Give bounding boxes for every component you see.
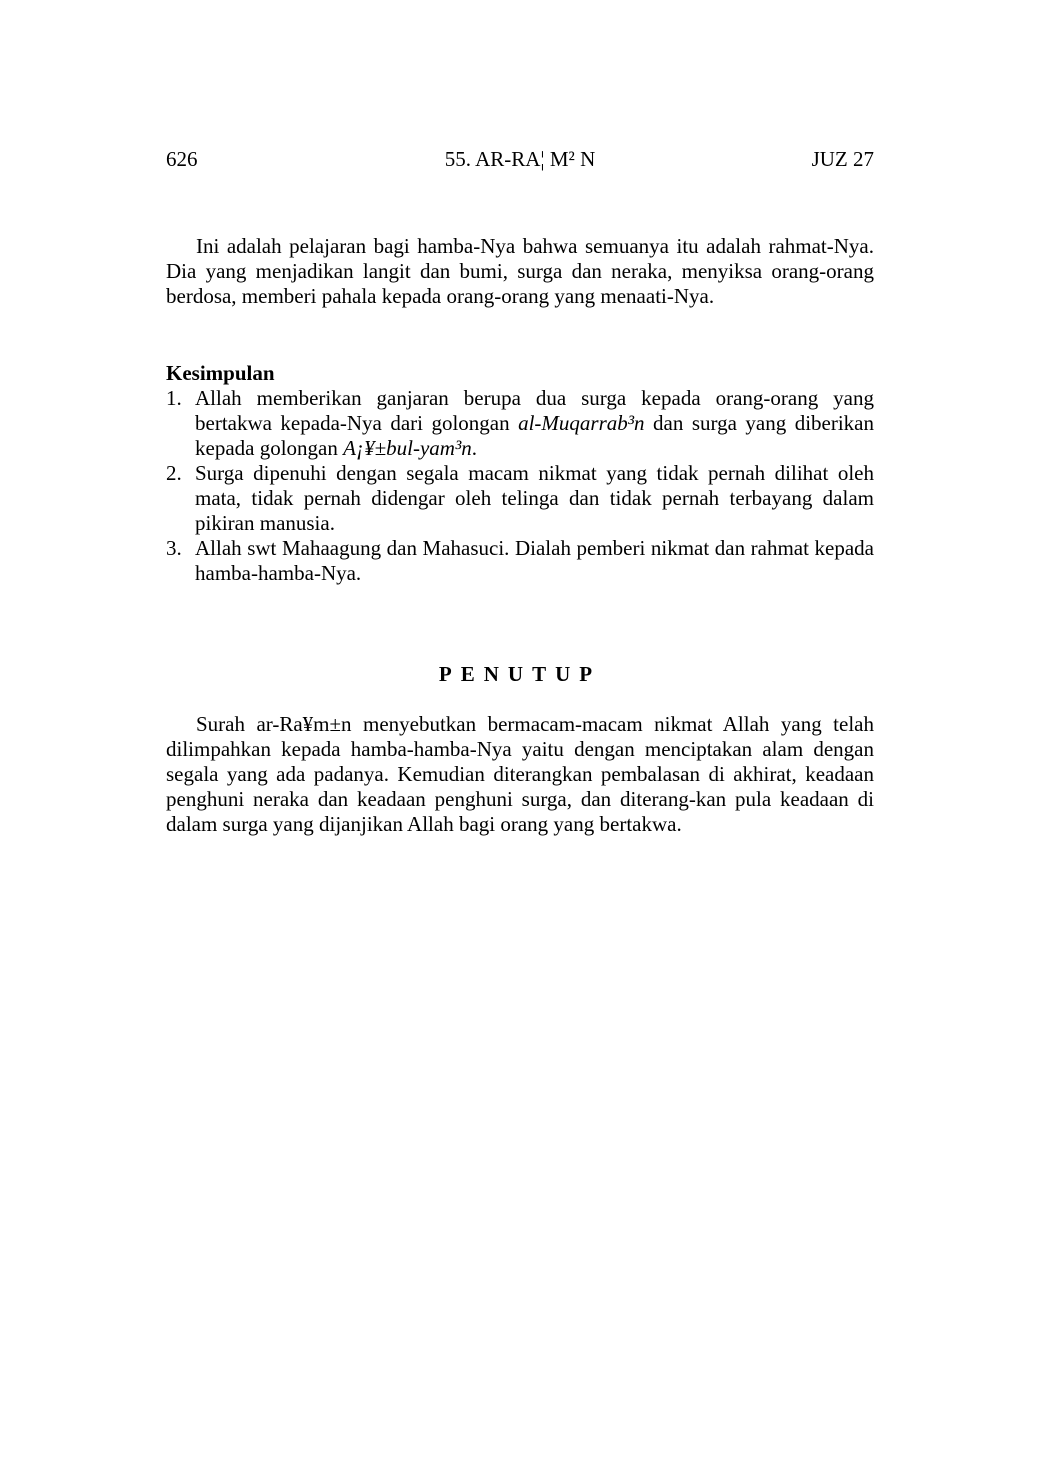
list-item-number: 1. <box>166 386 182 410</box>
page-header <box>166 145 874 173</box>
page-number: 626 <box>166 147 198 171</box>
list-item <box>166 386 874 461</box>
list-item <box>166 461 874 536</box>
list-item-italic-term: A¡¥±bul-yam³n <box>343 436 472 460</box>
conclusion-heading: Kesimpulan <box>166 361 275 385</box>
conclusion-list <box>166 386 874 586</box>
list-item-text: dan surga yang diberikan kepada golongan <box>195 411 874 460</box>
running-title: 55. AR-RA¦ M² N <box>444 147 596 171</box>
list-item-text: Surga dipenuhi dengan segala macam nikmat yang tidak pernah dilihat oleh mata, tidak pernah didengar oleh telinga dan tidak pernah terbayang dalam pikiran manusia. <box>195 461 874 535</box>
list-item-text: . <box>471 436 478 460</box>
intro-paragraph: Ini adalah pelajaran bagi hamba-Nya bahwa semuanya itu adalah rahmat-Nya. Dia yang menjadikan langit dan bumi, surga dan neraka, menyiksa orang-orang berdosa, memberi pahala kepada orang-orang yang menaati-Nya. <box>166 234 874 308</box>
list-item-italic-term: al-Muqarrab³n <box>518 411 645 435</box>
list-item-text: Allah swt Mahaagung dan Mahasuci. Dialah pemberi nikmat dan rahmat kepada hamba-hamba-Nya. <box>195 536 874 585</box>
closing-paragraph: Surah ar-Ra¥m±n menyebutkan bermacam-macam nikmat Allah yang telah dilimpahkan kepada hamba-hamba-Nya yaitu dengan menciptakan alam dengan segala yang ada padanya. Kemudian diterangkan pembalasan di akhirat, keadaan penghuni neraka dan keadaan penghuni surga, dan diterang-kan pula keadaan di dalam surga yang dijanjikan Allah bagi orang yang bertakwa. <box>166 712 874 836</box>
list-item-text: Allah memberikan ganjaran berupa dua surga kepada orang-orang yang bertakwa kepada-Nya dari golongan <box>195 386 874 435</box>
list-item-number: 2. <box>166 461 182 485</box>
list-item <box>166 536 874 586</box>
list-item-number: 3. <box>166 536 182 560</box>
juz-label: JUZ 27 <box>811 147 874 171</box>
closing-heading: PENUTUP <box>438 662 602 686</box>
